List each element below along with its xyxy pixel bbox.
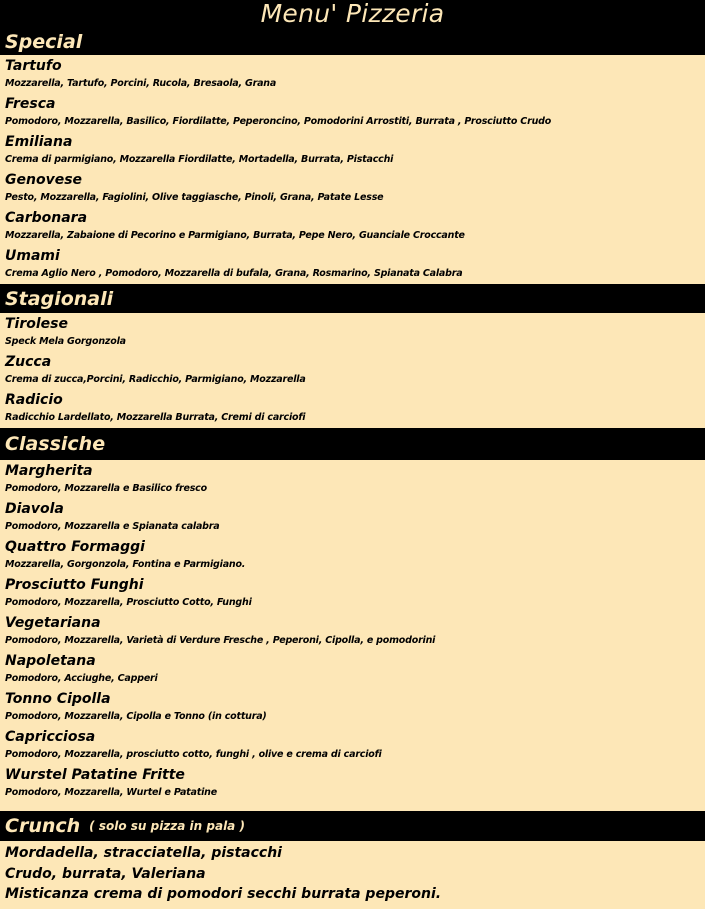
- item-name: Tirolese: [5, 316, 68, 332]
- menu-item: [5, 169, 705, 207]
- item-description: Pomodoro, Mozzarella, Varietà di Verdure Fresche , Peperoni, Cipolla, e pomodorini: [5, 635, 436, 646]
- item-name: Vegetariana: [5, 615, 101, 631]
- item-name: Zucca: [5, 354, 52, 370]
- section-header-crunch: [0, 811, 705, 841]
- item-description: Pomodoro, Mozzarella, prosciutto cotto, funghi , olive e crema di carciofi: [5, 749, 382, 760]
- section-note: ( solo su pizza in pala ): [89, 819, 245, 833]
- item-description: Pomodoro, Mozzarella, Basilico, Fiordilatte, Peperoncino, Pomodorini Arrostiti, Burrata , Prosciutto Crudo: [5, 116, 552, 127]
- menu-item: [5, 764, 705, 802]
- menu-item: [5, 245, 705, 283]
- item-description: Crema di zucca,Porcini, Radicchio, Parmigiano, Mozzarella: [5, 374, 306, 385]
- menu-item: [5, 574, 705, 612]
- item-name: Tonno Cipolla: [5, 691, 111, 707]
- menu-item: [5, 55, 705, 93]
- menu-item: Crudo, burrata, Valeriana: [5, 865, 206, 882]
- item-name: Emiliana: [5, 134, 73, 150]
- item-description: Crema Aglio Nero , Pomodoro, Mozzarella di bufala, Grana, Rosmarino, Spianata Calabra: [5, 268, 463, 279]
- item-description: Pomodoro, Mozzarella e Spianata calabra: [5, 521, 220, 532]
- item-description: Radicchio Lardellato, Mozzarella Burrata, Cremi di carciofi: [5, 412, 306, 423]
- item-name: Margherita: [5, 463, 93, 479]
- section-classiche-items: [0, 460, 705, 811]
- item-name: Tartufo: [5, 58, 62, 74]
- item-name: Genovese: [5, 172, 83, 188]
- menu-item: [5, 726, 705, 764]
- item-description: Speck Mela Gorgonzola: [5, 336, 126, 347]
- item-description: Pomodoro, Mozzarella, Prosciutto Cotto, Funghi: [5, 597, 252, 608]
- item-description: Mozzarella, Zabaione di Pecorino e Parmigiano, Burrata, Pepe Nero, Guanciale Croccante: [5, 230, 465, 241]
- menu-item: [5, 460, 705, 498]
- menu-item: [5, 536, 705, 574]
- item-description: Mozzarella, Gorgonzola, Fontina e Parmigiano.: [5, 559, 246, 570]
- item-description: Pesto, Mozzarella, Fagiolini, Olive taggiasche, Pinoli, Grana, Patate Lesse: [5, 192, 384, 203]
- menu-item: [5, 351, 705, 389]
- item-name: Quattro Formaggi: [5, 539, 145, 555]
- item-description: Mozzarella, Tartufo, Porcini, Rucola, Bresaola, Grana: [5, 78, 277, 89]
- item-name: Umami: [5, 248, 60, 264]
- section-header-classiche: [0, 428, 705, 460]
- menu-item: [5, 688, 705, 726]
- menu-item: [5, 612, 705, 650]
- item-name: Carbonara: [5, 210, 88, 226]
- menu-item: Misticanza crema di pomodori secchi burrata peperoni.: [5, 886, 442, 902]
- section-crunch-items: [0, 841, 705, 905]
- section-title: Special: [5, 30, 83, 53]
- menu-item: [5, 313, 705, 351]
- section-title: Classiche: [5, 433, 106, 455]
- item-name: Capricciosa: [5, 729, 96, 745]
- section-title: Crunch: [5, 815, 81, 837]
- menu-item: Mordadella, stracciatella, pistacchi: [5, 845, 282, 861]
- menu-item: [5, 498, 705, 536]
- menu-item: [5, 207, 705, 245]
- item-name: Prosciutto Funghi: [5, 577, 144, 593]
- page-title: Menu' Pizzeria: [260, 0, 445, 28]
- item-name: Wurstel Patatine Fritte: [5, 767, 185, 783]
- item-name: Radicio: [5, 392, 63, 408]
- menu-item: [5, 389, 705, 427]
- menu-header: [0, 0, 705, 55]
- section-header-stagionali: [0, 284, 705, 313]
- item-name: Fresca: [5, 96, 56, 112]
- menu-item: [5, 93, 705, 131]
- section-title: Stagionali: [5, 287, 114, 310]
- section-stagionali-items: [0, 313, 705, 428]
- item-description: Pomodoro, Mozzarella, Cipolla e Tonno (in cottura): [5, 711, 267, 722]
- item-description: Pomodoro, Acciughe, Capperi: [5, 673, 158, 684]
- menu-item: [5, 650, 705, 688]
- item-description: Pomodoro, Mozzarella e Basilico fresco: [5, 483, 207, 494]
- menu-item: [5, 131, 705, 169]
- section-special-items: [0, 55, 705, 284]
- section-header-special: [0, 28, 705, 55]
- item-description: Crema di parmigiano, Mozzarella Fiordilatte, Mortadella, Burrata, Pistacchi: [5, 154, 394, 165]
- item-description: Pomodoro, Mozzarella, Wurtel e Patatine: [5, 787, 217, 798]
- item-name: Napoletana: [5, 653, 96, 669]
- title-bar: [0, 0, 705, 28]
- item-name: Diavola: [5, 501, 64, 517]
